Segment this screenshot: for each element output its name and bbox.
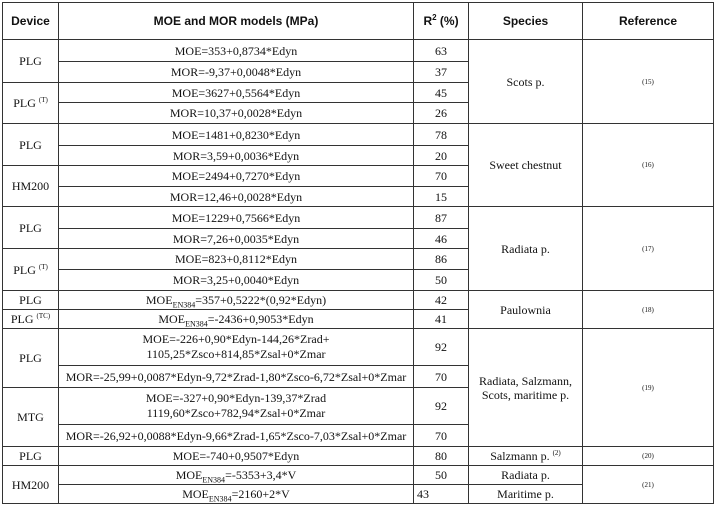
model-cell: MOR=10,37+0,0028*Edyn (59, 103, 414, 124)
r2-cell: 43 (414, 485, 469, 504)
species-label: Salzmann p. (490, 449, 550, 463)
header-device: Device (3, 3, 59, 40)
r2-cell: 63 (414, 40, 469, 62)
r2-cell: 15 (414, 187, 469, 207)
model-line: 1119,60*Zsco+782,94*Zsal+0*Zmar (146, 406, 326, 420)
species-cell (469, 447, 583, 466)
device-label: PLG (10, 312, 34, 326)
models-table-container (2, 2, 714, 504)
header-row (3, 3, 714, 40)
model-cell (59, 310, 414, 329)
species-cell: Scots p. (469, 40, 583, 124)
model-formula: =357+0,5222*(0,92*Edyn) (195, 293, 327, 307)
model-cell: MOR=-25,99+0,0087*Edyn-9,72*Zrad-1,80*Zsco-6,72*Zsal+0*Zmar (59, 366, 414, 388)
r2-cell: 45 (414, 83, 469, 103)
header-species: Species (469, 3, 583, 40)
device-cell: PLG (3, 291, 59, 310)
species-cell: Radiata p. (469, 466, 583, 485)
model-line: MOE=-327+0,90*Edyn-139,37*Zrad (145, 391, 327, 405)
model-cell: MOR=-26,92+0,0088*Edyn-9,66*Zrad-1,65*Zsco-7,03*Zsal+0*Zmar (59, 425, 414, 447)
model-cell: MOR=-9,37+0,0048*Edyn (59, 62, 414, 83)
r2-cell: 37 (414, 62, 469, 83)
device-cell: HM200 (3, 466, 59, 504)
r2-cell: 92 (414, 388, 469, 425)
table-row (3, 291, 714, 310)
r2-cell: 87 (414, 207, 469, 229)
model-formula: =-5353+3,4*V (225, 468, 297, 482)
r2-cell: 70 (414, 366, 469, 388)
species-superscript: (2) (552, 449, 561, 457)
model-cell: MOE=3627+0,5564*Edyn (59, 83, 414, 103)
device-cell: PLG (3, 40, 59, 83)
model-subscript: EN384 (202, 475, 226, 485)
model-prefix: MOE (158, 312, 186, 326)
model-cell: MOR=12,46+0,0028*Edyn (59, 187, 414, 207)
device-cell: PLG (3, 329, 59, 388)
species-cell: Sweet chestnut (469, 124, 583, 207)
device-cell (3, 310, 59, 329)
model-cell: MOE=353+0,8734*Edyn (59, 40, 414, 62)
model-line: 1105,25*Zsco+814,85*Zsal+0*Zmar (146, 347, 326, 361)
reference-cell: (18) (583, 291, 714, 329)
species-cell: Paulownia (469, 291, 583, 329)
r2-cell: 70 (414, 425, 469, 447)
model-cell: MOE=823+0,8112*Edyn (59, 249, 414, 270)
r2-cell: 50 (414, 270, 469, 291)
table-row (3, 466, 714, 485)
model-cell: MOR=3,25+0,0040*Edyn (59, 270, 414, 291)
reference-cell: (21) (583, 466, 714, 504)
model-cell (59, 388, 414, 425)
model-cell: MOR=7,26+0,0035*Edyn (59, 229, 414, 249)
header-reference: Reference (583, 3, 714, 40)
device-cell (3, 83, 59, 124)
model-cell (59, 466, 414, 485)
r2-cell: 86 (414, 249, 469, 270)
table-row (3, 329, 714, 366)
model-cell: MOR=3,59+0,0036*Edyn (59, 146, 414, 166)
table-row (3, 40, 714, 62)
species-line: Scots, maritime p. (481, 387, 570, 402)
device-cell: HM200 (3, 166, 59, 207)
r2-cell: 80 (414, 447, 469, 466)
header-r2-unit: (%) (436, 14, 459, 28)
r2-cell: 41 (414, 310, 469, 329)
table-row (3, 124, 714, 146)
device-superscript: (T) (38, 262, 48, 271)
species-cell: Maritime p. (469, 485, 583, 504)
device-cell: PLG (3, 207, 59, 249)
device-label: PLG (13, 96, 36, 110)
moe-mor-models-table (2, 2, 714, 504)
r2-cell: 50 (414, 466, 469, 485)
r2-cell: 46 (414, 229, 469, 249)
model-cell (59, 291, 414, 310)
model-cell (59, 329, 414, 366)
header-r2 (414, 3, 469, 40)
device-cell: MTG (3, 388, 59, 447)
model-cell: MOE=1229+0,7566*Edyn (59, 207, 414, 229)
device-label: PLG (13, 262, 36, 277)
r2-cell: 78 (414, 124, 469, 146)
r2-cell: 20 (414, 146, 469, 166)
reference-cell: (19) (583, 329, 714, 447)
model-subscript: EN384 (185, 319, 208, 329)
model-cell: MOE=-740+0,9507*Edyn (59, 447, 414, 466)
table-row (3, 207, 714, 229)
r2-cell: 92 (414, 329, 469, 366)
model-subscript: EN384 (208, 494, 232, 504)
model-cell: MOE=1481+0,8230*Edyn (59, 124, 414, 146)
device-cell (3, 249, 59, 291)
reference-cell: (17) (583, 207, 714, 291)
reference-cell: (20) (583, 447, 714, 466)
model-formula: =-2436+0,9053*Edyn (207, 312, 314, 326)
table-row (3, 447, 714, 466)
header-r2-sup: 2 (432, 13, 437, 22)
header-models: MOE and MOR models (MPa) (59, 3, 414, 40)
r2-cell: 70 (414, 166, 469, 187)
species-cell (469, 329, 583, 447)
device-cell: PLG (3, 447, 59, 466)
model-subscript: EN384 (172, 300, 196, 310)
device-cell: PLG (3, 124, 59, 166)
species-line: Radiata, Salzmann, (479, 373, 572, 388)
r2-cell: 42 (414, 291, 469, 310)
header-r2-base: R (423, 14, 433, 28)
model-line: MOE=-226+0,90*Edyn-144,26*Zrad+ (142, 332, 330, 346)
model-formula: =2160+2*V (231, 487, 290, 501)
model-cell: MOE=2494+0,7270*Edyn (59, 166, 414, 187)
species-cell: Radiata p. (469, 207, 583, 291)
device-superscript: (TC) (36, 312, 51, 320)
model-prefix: MOE (145, 293, 173, 307)
model-cell (59, 485, 414, 504)
model-prefix: MOE (175, 468, 203, 482)
reference-cell: (16) (583, 124, 714, 207)
device-superscript: (T) (38, 96, 48, 104)
reference-cell: (15) (583, 40, 714, 124)
model-prefix: MOE (182, 487, 209, 501)
r2-cell: 26 (414, 103, 469, 124)
